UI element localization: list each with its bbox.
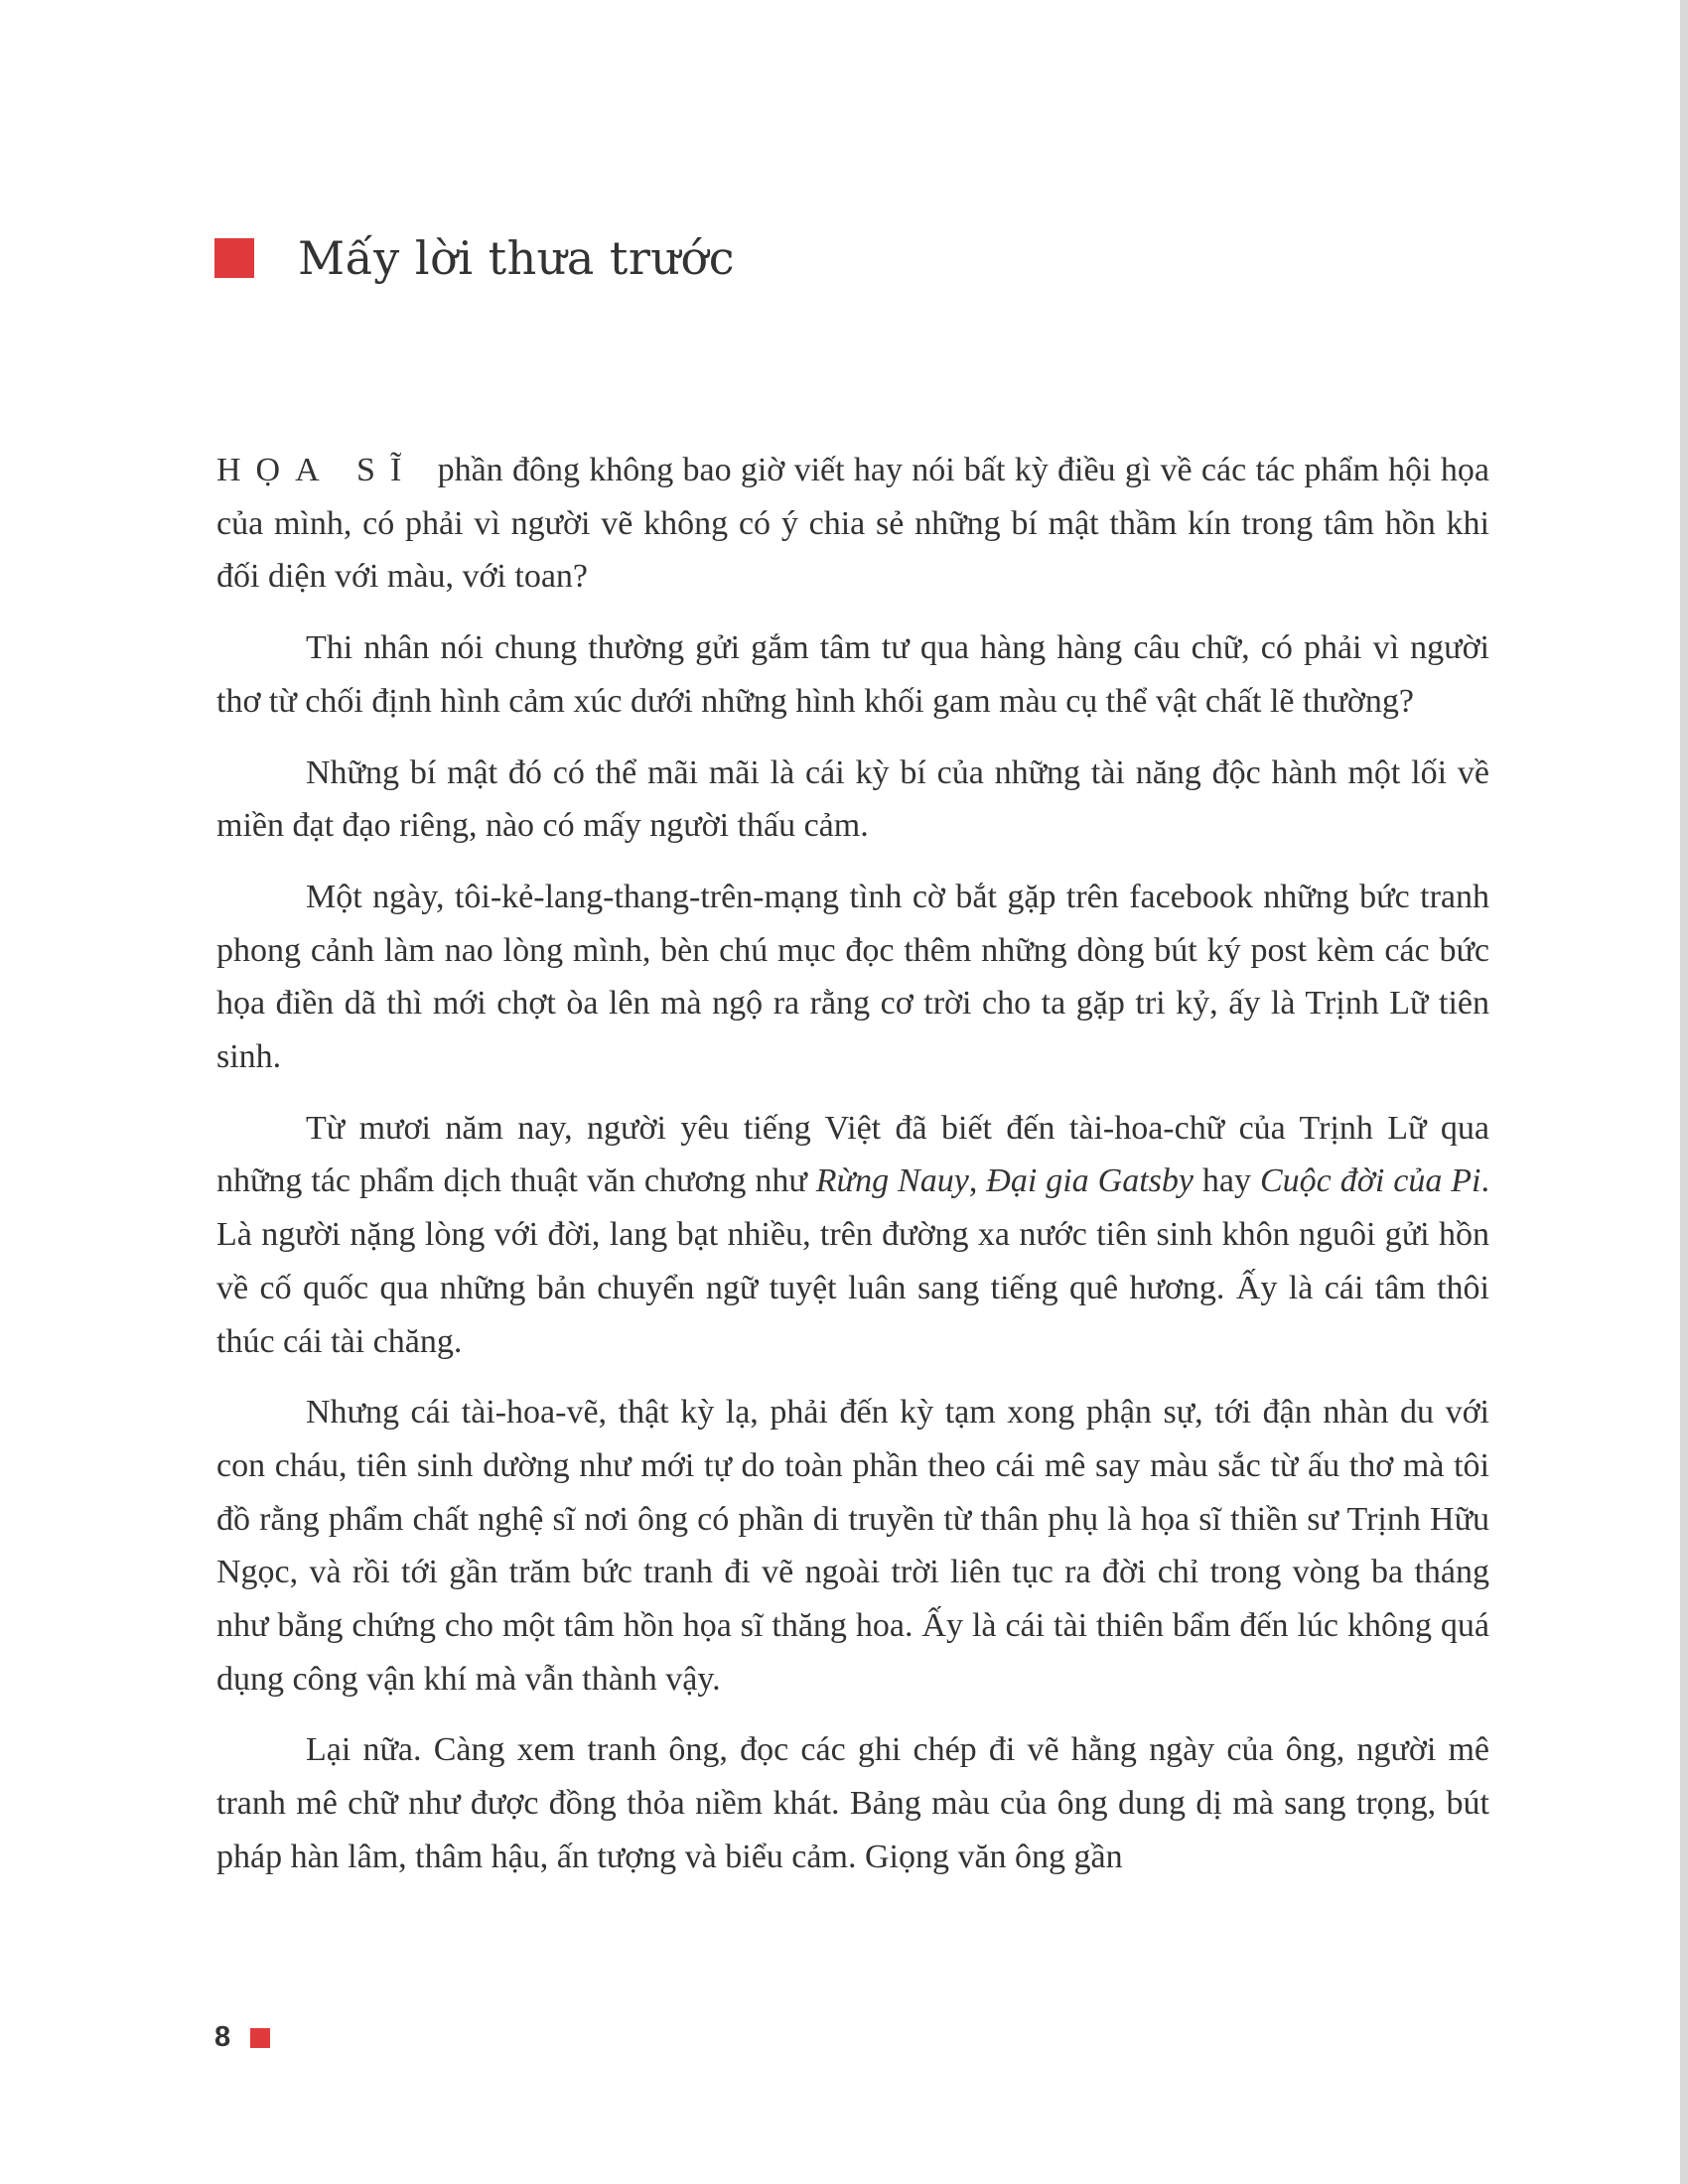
book-title-cuoc-doi-cua-pi: Cuộc đời của Pi — [1259, 1162, 1481, 1200]
paragraph-5-text-b: . Là người nặng lòng với đời, lang bạt nhiều, trên đường xa nước tiên sinh khôn nguôi gửi hồn về cố quốc qua những bản chuyển ngữ tuyệt luân sang tiếng quê hương. Ấy là cái tâm thôi thúc cái tài chăng. — [216, 1162, 1489, 1360]
chapter-heading — [214, 226, 735, 290]
page-footer — [214, 2021, 270, 2054]
paragraph-5-separator-1: , — [968, 1162, 987, 1200]
paragraph-7: Lại nữa. Càng xem tranh ông, đọc các ghi chép đi vẽ hằng ngày của ông, người mê tranh mê chữ như được đồng thỏa niềm khát. Bảng màu của ông dung dị mà sang trọng, bút pháp hàn lâm, thâm hậu, ấn tượng và biểu cảm. Giọng văn ông gần — [216, 1731, 1489, 1875]
book-title-dai-gia-gatsby: Đại gia Gatsby — [986, 1162, 1194, 1200]
paragraph-5-text-a: Từ mươi năm nay, người yêu tiếng Việt đã biết đến tài-hoa-chữ của Trịnh Lữ qua những tác phẩm dịch thuật văn chương như — [216, 1109, 1489, 1200]
paragraph-lead-word: HỌA SĨ — [216, 452, 417, 488]
paragraph-1-text: phần đông không bao giờ viết hay nói bất kỳ điều gì về các tác phẩm hội họa của mình, có phải vì người vẽ không có ý chia sẻ những bí mật thầm kín trong tâm hồn khi đối diện với màu, với toan? — [216, 452, 1489, 596]
paragraph-6: Nhưng cái tài-hoa-vẽ, thật kỳ lạ, phải đến kỳ tạm xong phận sự, tới đận nhàn du với con cháu, tiên sinh dường như mới tự do toàn phần theo cái mê say màu sắc từ ấu thơ mà tôi đồ rằng phẩm chất nghệ sĩ nơi ông có phần di truyền từ thân phụ là họa sĩ thiền sư Trịnh Hữu Ngọc, và rồi tới gần trăm bức tranh đi vẽ ngoài trời liên tục ra đời chỉ trong vòng ba tháng như bằng chứng cho một tâm hồn họa sĩ thăng hoa. Ấy là cái tài thiên bẩm đến lúc không quá dụng công vận khí mà vẫn thành vậy. — [216, 1394, 1489, 1698]
heading-marker-square — [214, 238, 254, 278]
paragraph-2: Thi nhân nói chung thường gửi gắm tâm tư qua hàng hàng câu chữ, có phải vì người thơ từ chối định hình cảm xúc dưới những hình khối gam màu cụ thể vật chất lẽ thường? — [216, 629, 1489, 720]
body-text — [216, 444, 1489, 1902]
page-number: 8 — [214, 2021, 231, 2053]
paragraph-5-separator-2: hay — [1193, 1162, 1260, 1200]
paragraph-4: Một ngày, tôi-kẻ-lang-thang-trên-mạng tình cờ bắt gặp trên facebook những bức tranh phong cảnh làm nao lòng mình, bèn chú mục đọc thêm những dòng bút ký post kèm các bức họa điền dã thì mới chợt òa lên mà ngộ ra rằng cơ trời cho ta gặp tri kỷ, ấy là Trịnh Lữ tiên sinh. — [216, 878, 1489, 1076]
book-title-rung-nauy: Rừng Nauy — [815, 1162, 969, 1200]
footer-marker-square — [250, 2028, 270, 2048]
paragraph-1 — [216, 444, 1489, 604]
page-edge-bar — [1680, 0, 1688, 2184]
chapter-title: Mấy lời thưa trước — [298, 231, 735, 285]
paragraph-5 — [216, 1102, 1489, 1369]
paragraph-3: Những bí mật đó có thể mãi mãi là cái kỳ bí của những tài năng độc hành một lối về miền đạt đạo riêng, nào có mấy người thấu cảm. — [216, 753, 1489, 845]
